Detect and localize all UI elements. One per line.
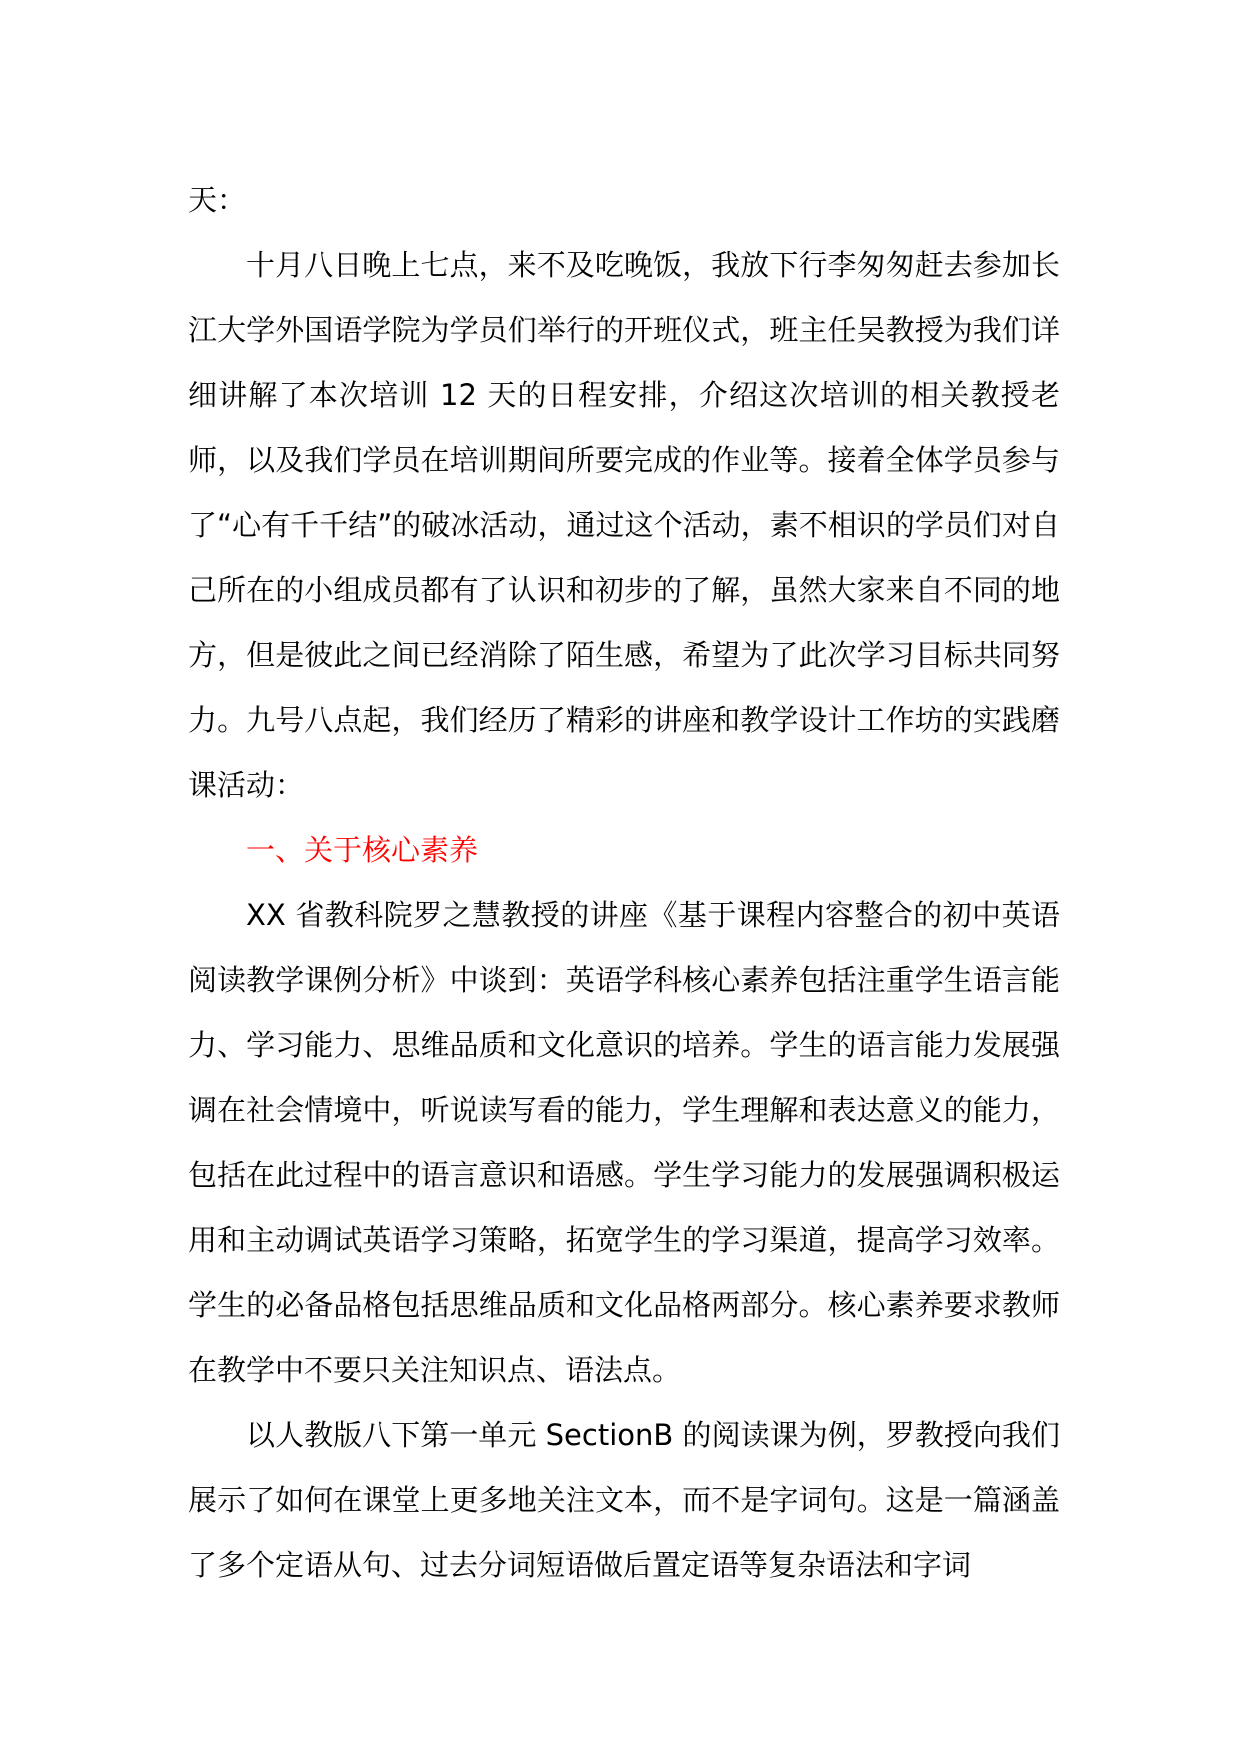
- document-body: [188, 168, 1060, 1598]
- paragraph-lecture-core-literacy: XX 省教科院罗之慧教授的讲座《基于课程内容整合的初中英语阅读教学课例分析》中谈到：英语学科核心素养包括注重学生语言能力、学习能力、思维品质和文化意识的培养。学生的语言能力发展强调在社会情境中，听说读写看的能力，学生理解和表达意义的能力，包括在此过程中的语言意识和语感。学生学习能力的发展强调积极运用和主动调试英语学习策略，拓宽学生的学习渠道，提高学习效率。学生的必备品格包括思维品质和文化品格两部分。核心素养要求教师在教学中不要只关注知识点、语法点。: [188, 898, 1060, 1387]
- section-heading-core-literacy: 一、关于核心素养: [246, 833, 479, 867]
- paragraph-reading-lesson-example: 以人教版八下第一单元 SectionB 的阅读课为例，罗教授向我们展示了如何在课堂上更多地关注文本，而不是字词句。这是一篇涵盖了多个定语从句、过去分词短语做后置定语等复杂语法和字词: [188, 1418, 1060, 1582]
- paragraph-opening-ceremony: 十月八日晚上七点，来不及吃晚饭，我放下行李匆匆赶去参加长江大学外国语学院为学员们举行的开班仪式，班主任吴教授为我们详细讲解了本次培训 12 天的日程安排，介绍这次培训的相关教授老师，以及我们学员在培训期间所要完成的作业等。接着全体学员参与了“心有千千结”的破冰活动，通过这个活动，素不相识的学员们对自己所在的小组成员都有了认识和初步的了解，虽然大家来自不同的地方，但是彼此之间已经消除了陌生感，希望为了此次学习目标共同努力。九号八点起，我们经历了精彩的讲座和教学设计工作坊的实践磨课活动：: [188, 248, 1060, 802]
- paragraph-continuation: 天：: [188, 183, 247, 217]
